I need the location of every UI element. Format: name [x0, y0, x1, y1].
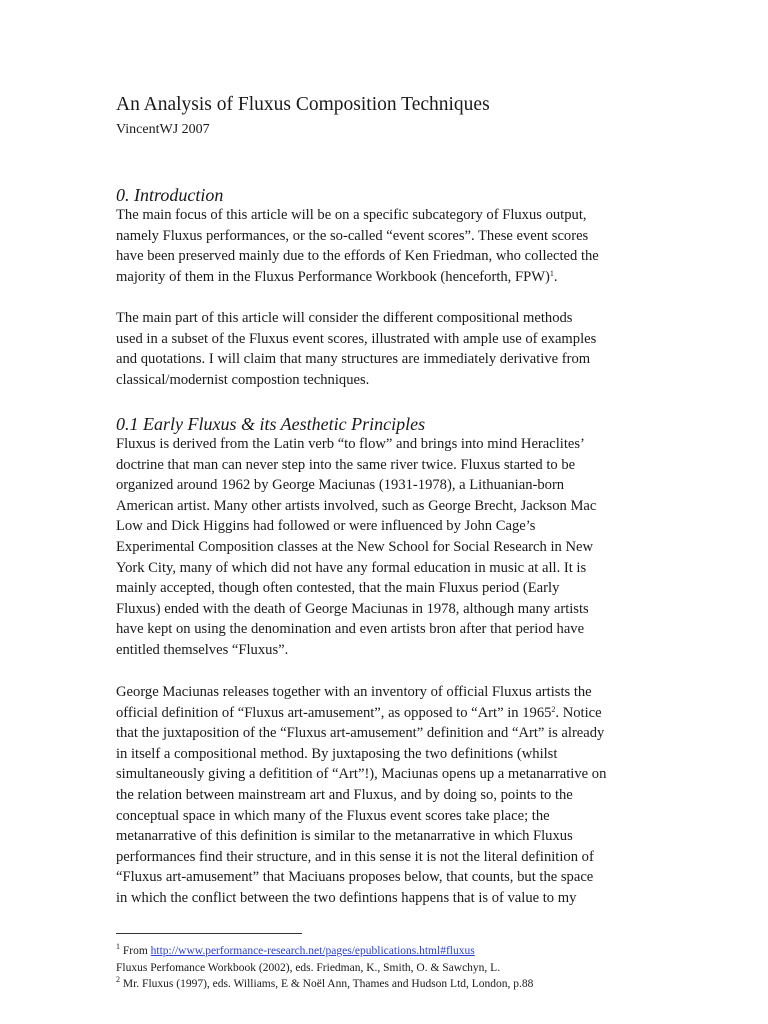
footnote-ref-1[interactable]: 1 [549, 268, 554, 278]
intro-paragraph-1 [116, 205, 676, 287]
text-line: mainly accepted, though often contested, that the main Fluxus period (Early [116, 580, 560, 597]
text-line: classical/modernist compostion techniques. [116, 371, 370, 388]
footnote-2 [116, 976, 533, 992]
footnote-1-source: Fluxus Perfomance Workbook (2002), eds. Friedman, K., Smith, O. & Sawchyn, L. [116, 962, 501, 974]
document-author: VincentWJ 2007 [116, 122, 210, 137]
text-line: George Maciunas releases together with an inventory of official Fluxus artists the [116, 684, 592, 700]
footnote-marker-1: 1 [116, 942, 120, 951]
text-line: that the juxtaposition of the “Fluxus art-amusement” definition and “Art” is already [116, 725, 605, 742]
intro-paragraph-2 [116, 308, 676, 390]
text-line: organized around 1962 by George Maciunas (1931-1978), a Lithuanian-born [116, 477, 565, 494]
text-line: York City, many of which did not have any formal education in music at all. It is [116, 559, 587, 576]
text-line: American artist. Many other artists involved, such as George Brecht, Jackson Mac [116, 497, 597, 514]
text-line: and quotations. I will claim that many structures are immediately derivative from [116, 351, 591, 368]
text-line: in which the conflict between the two defintions happens that is of value to my [116, 889, 577, 906]
text-line: metanarrative of this definition is similar to the metanarrative in which Fluxus [116, 828, 573, 845]
text-line: Fluxus) ended with the death of George Maciunas in 1978, although many artists [116, 600, 589, 617]
text-line: The main part of this article will consider the different compositional methods [116, 310, 573, 326]
text-line-with-footnote [116, 703, 676, 724]
text-line: namely Fluxus performances, or the so-called “event scores”. These event scores [116, 227, 589, 244]
text-line: have kept on using the denomination and even artists bron after that period have [116, 621, 585, 638]
text-fragment: . [553, 268, 558, 285]
text-line: Low and Dick Higgins had followed or were influenced by John Cage’s [116, 518, 536, 535]
text-line: performances find their structure, and in this sense it is not the literal definition of [116, 848, 594, 865]
footnote-ref-2[interactable]: 2 [551, 704, 556, 714]
section-heading-early-fluxus: 0.1 Early Fluxus & its Aesthetic Principles [116, 414, 426, 434]
text-line: “Fluxus art-amusement” that Maciuans proposes below, that counts, but the space [116, 869, 594, 886]
text-line: entitled themselves “Fluxus”. [116, 641, 289, 658]
document-title: An Analysis of Fluxus Composition Techniques [116, 94, 490, 115]
text-line: the relation between mainstream art and Fluxus, and by doing so, points to the [116, 786, 573, 803]
text-fragment: official definition of “Fluxus art-amusement”, as opposed to “Art” in 1965 [116, 704, 552, 721]
text-line-with-footnote [116, 267, 676, 288]
text-fragment: . Notice [555, 704, 602, 721]
footnote-marker-2: 2 [116, 975, 120, 984]
text-line: conceptual space in which many of the Fluxus event scores take place; the [116, 807, 550, 824]
text-line: doctrine that man can never step into the same river twice. Fluxus started to be [116, 456, 576, 473]
early-fluxus-paragraph-2 [116, 682, 676, 909]
footnote-link[interactable]: http://www.performance-research.net/pages/epublications.html#fluxus [150, 945, 475, 957]
footnote-text: Mr. Fluxus (1997), eds. Williams, E & Noël Ann, Thames and Hudson Ltd, London, p.88 [120, 978, 534, 990]
text-line: Fluxus is derived from the Latin verb “to flow” and brings into mind Heraclites’ [116, 436, 585, 452]
text-line: in itself a compositional method. By juxtaposing the two definitions (whilst [116, 745, 558, 762]
text-line: Experimental Composition classes at the New School for Social Research in New [116, 538, 594, 555]
text-line: used in a subset of the Fluxus event scores, illustrated with ample use of examples [116, 330, 597, 347]
footnote-text: From [120, 945, 151, 957]
footnote-divider [116, 933, 302, 934]
text-line: simultaneously giving a defitition of “Art”!), Maciunas opens up a metanarrative on [116, 766, 607, 783]
section-heading-introduction: 0. Introduction [116, 185, 224, 205]
early-fluxus-paragraph-1 [116, 434, 676, 661]
text-fragment: majority of them in the Fluxus Performance Workbook (henceforth, FPW) [116, 268, 550, 285]
text-line: The main focus of this article will be on a specific subcategory of Fluxus output, [116, 207, 587, 223]
footnote-1 [116, 943, 475, 959]
text-line: have been preserved mainly due to the effords of Ken Friedman, who collected the [116, 248, 599, 265]
